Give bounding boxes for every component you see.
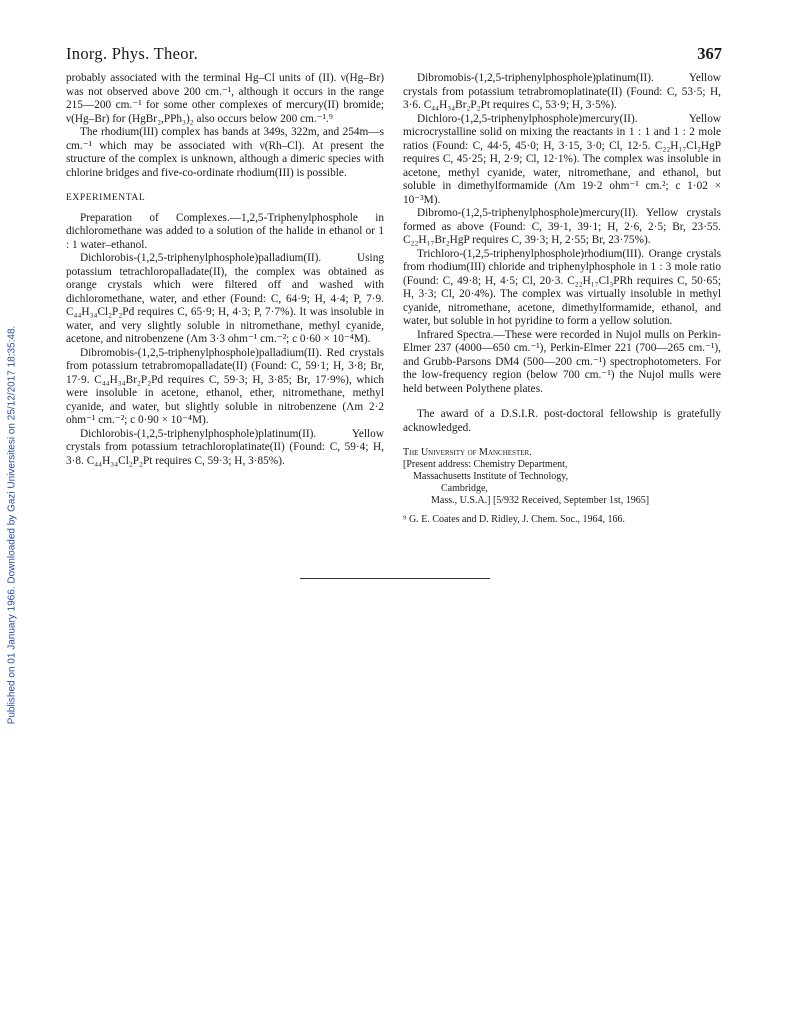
- affiliation: The University of Manchester.: [403, 447, 532, 458]
- left-column: [66, 72, 384, 468]
- received-date-line: Mass., U.S.A.] [5/932 Received, September 1st, 1965]: [431, 495, 650, 506]
- reference-footnote: ⁹ G. E. Coates and D. Ridley, J. Chem. Soc., 1964, 166.: [403, 514, 625, 525]
- acknowledgement: The award of a D.S.I.R. post-doctoral fellowship is gratefully acknowledged.: [403, 408, 721, 434]
- paragraph: Dibromobis-(1,2,5-triphenylphosphole)platinum(II). Yellow crystals from potassium tetrabromoplatinate(II) (Found: C, 53·5; H, 3·6. C₄₄H₃₄Br₂P₂Pt requires C, 53·9; H, 3·5%).: [403, 72, 721, 111]
- end-rule: [300, 578, 490, 579]
- right-column: [403, 72, 721, 527]
- page-number: 367: [697, 44, 722, 63]
- page-header: [66, 44, 722, 66]
- paragraph: Preparation of Complexes.—1,2,5-Triphenylphosphole in dichloromethane was added to a solution of the halide in ethanol or 1 : 1 water–ethanol.: [66, 211, 384, 251]
- present-address-line: Massachusetts Institute of Technology,: [413, 471, 569, 482]
- paragraph: Infrared Spectra.—These were recorded in Nujol mulls on Perkin-Elmer 237 (4000—650 cm.⁻¹), Perkin-Elmer 221 (700—265 cm.⁻¹), and Grubb-Parsons DM4 (500—200 cm.⁻¹) spectrophotometers. For the low-frequency region (below 700 cm.⁻¹) the Nujol mulls were held between Polythene plates.: [403, 328, 721, 395]
- paragraph: Dibromo-(1,2,5-triphenylphosphole)mercury(II). Yellow crystals formed as above (Found: C, 39·1, 39·1; H, 2·6, 2·5; Br, 23·55. C₂₂H₁₇Br₂HgP requires C, 39·3; H, 2·55; Br, 23·75%).: [403, 207, 721, 246]
- paragraph: Dichlorobis-(1,2,5-triphenylphosphole)platinum(II). Yellow crystals from potassium tetrachloroplatinate(II) (Found: C, 59·4; H, 3·8. C₄₄H₃₄Cl₂P₂Pt requires C, 59·3; H, 3·85%).: [66, 427, 384, 467]
- paragraph: Dichlorobis-(1,2,5-triphenylphosphole)palladium(II). Using potassium tetrachloropalladate(II), the complex was obtained as orange crystals which were filtered off and washed with dichloromethane, water, and ether (Found: C, 64·9; H, 4·4; P, 7·9. C₄₄H₃₄Cl₂P₂Pd requires C, 65·9; H, 4·3; P, 7·7%). It was insoluble in water, and very slightly soluble in nitromethane, methyl cyanide, acetone, and nitrobenzene (Λm 3·3 ohm⁻¹ cm.⁻²; c 0·60 × 10⁻⁴M).: [66, 252, 384, 345]
- paragraph: probably associated with the terminal Hg–Cl units of (II). ν(Hg–Br) was not observed above 200 cm.⁻¹, although it occurs in the range 215—200 cm.⁻¹ for some other complexes of mercury(II) bromide; ν(Hg–Br) for (HgBr₂,PPh₃)₂ also occurs below 200 cm.⁻¹.⁹: [66, 72, 384, 125]
- present-address-line: [Present address: Chemistry Department,: [403, 459, 568, 470]
- paragraph: Trichloro-(1,2,5-triphenylphosphole)rhodium(III). Orange crystals from rhodium(III) chloride and triphenylphosphole in 1 : 3 mole ratio (Found: C, 49·8; H, 4·5; Cl, 20·3. C₂₂H₁₇Cl₃PRh requires C, 50·65; H, 3·3; Cl, 20·4%). The complex was virtually insoluble in methyl cyanide, nitromethane, acetone, dimethylformamide, ethanol, and water, but soluble in hot pyridine to form a yellow solution.: [403, 247, 721, 327]
- paragraph: Dichloro-(1,2,5-triphenylphosphole)mercury(II). Yellow microcrystalline solid on mixing the reactants in 1 : 1 and 1 : 2 mole ratios (Found: C, 44·5, 45·0; H, 3·15, 3·0; Cl, 12·5. C₂₂H₁₇Cl₂HgP requires C, 45·25; H, 2·9; Cl, 12·1%). The complex was insoluble in acetone, methyl cyanide, water, nitromethane, and ethanol, but soluble in dimethylformamide (Λm 19·2 ohm⁻¹ cm.²; c 1·02 × 10⁻³M).: [403, 112, 721, 206]
- download-note[interactable]: Published on 01 January 1966. Downloaded by Gazi Universitesi on 25/12/2017 18:35:48.: [6, 325, 18, 725]
- journal-title: Inorg. Phys. Theor.: [66, 44, 199, 63]
- paragraph: The rhodium(III) complex has bands at 349s, 322m, and 254m—s cm.⁻¹ which may be associated with ν(Rh–Cl). At present the structure of the complex is unknown, although a dimeric species with chlorine bridges and five-co-ordinate rhodium(III) is possible.: [66, 126, 384, 179]
- paragraph: Dibromobis-(1,2,5-triphenylphosphole)palladium(II). Red crystals from potassium tetrabromopalladate(II) (Found: C, 59·1; H, 3·8; Br, 17·9. C₄₄H₃₄Br₂P₂Pd requires C, 59·3; H, 3·85; Br, 17·9%), which were insoluble in acetone, ethanol, ether, nitromethane, methyl cyanide, and water, but slightly soluble in nitrobenzene (Λm 2·2 ohm⁻¹ cm.⁻²; c 0·90 × 10⁻⁴M).: [66, 346, 384, 426]
- present-address-line: Cambridge,: [441, 483, 488, 494]
- download-watermark: [2, 325, 22, 725]
- section-heading-experimental: EXPERIMENTAL: [66, 193, 146, 203]
- affiliation-block: [403, 447, 721, 507]
